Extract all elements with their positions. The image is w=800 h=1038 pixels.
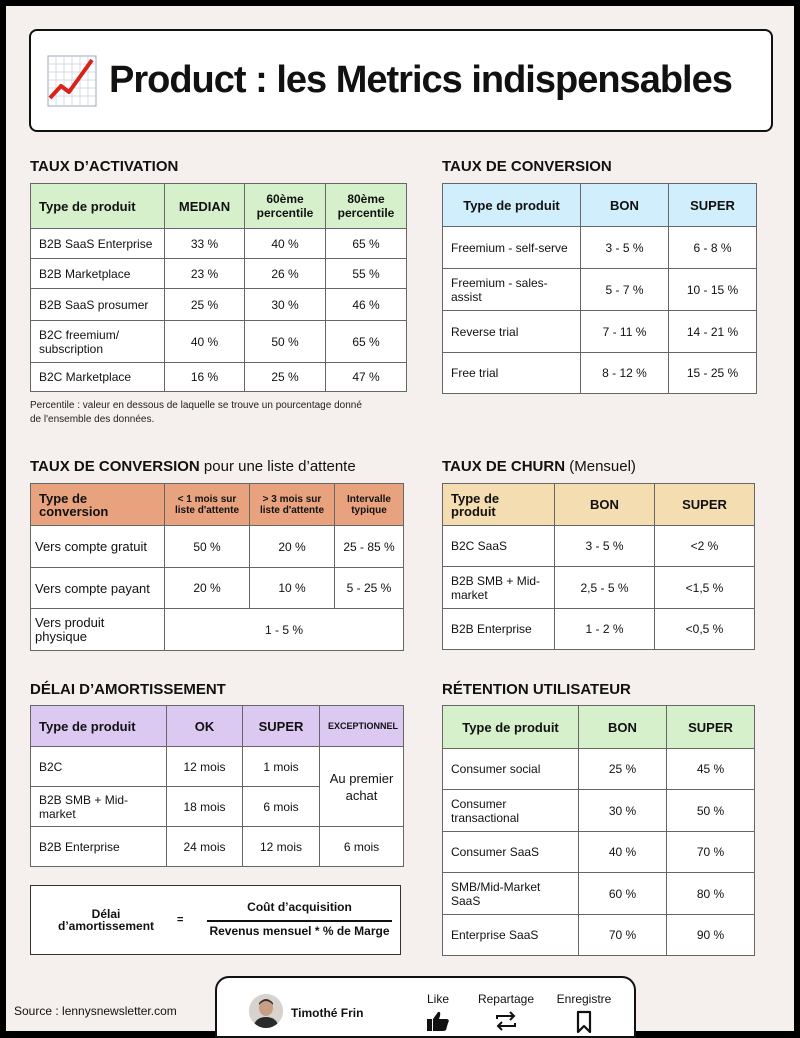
- save-label: Enregistre: [556, 992, 612, 1006]
- row-label: B2B Enterprise: [443, 609, 555, 650]
- like-button[interactable]: [425, 992, 451, 1032]
- table-cell: <0,5 %: [655, 609, 755, 650]
- table-cell: 18 mois: [167, 787, 243, 827]
- formula-denominator: Revenus mensuel * % de Marge: [209, 924, 390, 938]
- table-row: [443, 832, 755, 873]
- conversion-table: [442, 183, 757, 394]
- table-row: [443, 915, 755, 956]
- table-cell: 8 - 12 %: [581, 353, 669, 394]
- table-cell: 50 %: [667, 790, 755, 832]
- table-row: [443, 353, 757, 394]
- table-row: [443, 526, 755, 567]
- row-label: B2C SaaS: [443, 526, 555, 567]
- fraction-bar: [207, 920, 392, 922]
- table-cell: 25 - 85 %: [335, 526, 404, 568]
- retention-title: RÉTENTION UTILISATEUR: [442, 681, 631, 698]
- waitlist-title-main: TAUX DE CONVERSION: [30, 458, 200, 475]
- table-cell: 40 %: [245, 229, 326, 259]
- row-label: Consumer transactional: [443, 790, 579, 832]
- table-cell: 33 %: [165, 229, 245, 259]
- table-cell: 30 %: [245, 289, 326, 321]
- table-cell: 5 - 25 %: [335, 568, 404, 609]
- table-header-row: [443, 184, 757, 227]
- thumbs-up-icon: [425, 1010, 451, 1032]
- churn-title-main: TAUX DE CHURN: [442, 458, 566, 475]
- churn-title: [442, 458, 636, 475]
- table-cell: 65 %: [326, 229, 407, 259]
- formula-lhs: Délai d’amortissement: [57, 907, 155, 933]
- table-cell: 12 mois: [243, 827, 320, 867]
- table-cell: 12 mois: [167, 747, 243, 787]
- table-cell: 1 mois: [243, 747, 320, 787]
- table-row: [31, 568, 404, 609]
- table-row: [443, 311, 757, 353]
- table-cell: 70 %: [579, 915, 667, 956]
- table-cell: 24 mois: [167, 827, 243, 867]
- row-label: B2B Marketplace: [31, 259, 165, 289]
- table-cell: 14 - 21 %: [669, 311, 757, 353]
- row-label: Enterprise SaaS: [443, 915, 579, 956]
- waitlist-title-sub: pour une liste d’attente: [203, 458, 356, 475]
- table-cell: 70 %: [667, 832, 755, 873]
- row-label: Vers compte payant: [31, 568, 165, 609]
- table-row: [31, 526, 404, 568]
- table-cell: 3 - 5 %: [581, 227, 669, 269]
- column-header: SUPER: [667, 706, 755, 749]
- table-cell: 47 %: [326, 363, 407, 392]
- title-card: [29, 29, 773, 132]
- merged-cell: 1 - 5 %: [165, 609, 404, 651]
- table-cell: 20 %: [165, 568, 250, 609]
- table-row: [443, 567, 755, 609]
- table-cell: 6 - 8 %: [669, 227, 757, 269]
- table-row: [31, 321, 407, 363]
- table-row: [31, 289, 407, 321]
- note-line: de l'ensemble des données.: [30, 414, 155, 425]
- table-row: [443, 227, 757, 269]
- table-cell: 23 %: [165, 259, 245, 289]
- row-label: B2B SaaS prosumer: [31, 289, 165, 321]
- row-label: Consumer social: [443, 749, 579, 790]
- share-label: Repartage: [477, 992, 535, 1006]
- table-cell: 90 %: [667, 915, 755, 956]
- column-header: Type de produit: [443, 706, 579, 749]
- column-header: EXCEPTIONNEL: [320, 706, 404, 747]
- table-cell: 40 %: [579, 832, 667, 873]
- row-label: Vers compte gratuit: [31, 526, 165, 568]
- table-cell: 15 - 25 %: [669, 353, 757, 394]
- table-header-row: [443, 484, 755, 526]
- column-header: Intervalle typique: [335, 484, 404, 526]
- waitlist-table: [30, 483, 404, 651]
- table-cell: 25 %: [165, 289, 245, 321]
- table-cell: 6 mois: [320, 827, 404, 867]
- waitlist-title: [30, 458, 356, 475]
- table-row: [443, 609, 755, 650]
- column-header: < 1 mois sur liste d'attente: [165, 484, 250, 526]
- row-label: Reverse trial: [443, 311, 581, 353]
- table-cell: 26 %: [245, 259, 326, 289]
- table-cell: 25 %: [579, 749, 667, 790]
- table-cell: 40 %: [165, 321, 245, 363]
- share-button[interactable]: [471, 992, 541, 1032]
- table-cell: 3 - 5 %: [555, 526, 655, 567]
- row-label: Freemium - sales-assist: [443, 269, 581, 311]
- table-row: [31, 609, 404, 651]
- column-header: Type de produit: [443, 184, 581, 227]
- row-label: B2B SaaS Enterprise: [31, 229, 165, 259]
- payback-formula: [30, 885, 401, 955]
- table-header-row: [31, 184, 407, 229]
- table-cell: 10 - 15 %: [669, 269, 757, 311]
- page-title: Product : les Metrics indispensables: [109, 59, 732, 101]
- column-header: SUPER: [655, 484, 755, 526]
- table-cell: 16 %: [165, 363, 245, 392]
- column-header: 60ème percentile: [245, 184, 326, 229]
- column-header: Type de produit: [443, 484, 555, 526]
- author-card: [215, 976, 636, 1038]
- table-cell: 25 %: [245, 363, 326, 392]
- row-label: Free trial: [443, 353, 581, 394]
- table-cell: 80 %: [667, 873, 755, 915]
- column-header: BON: [579, 706, 667, 749]
- like-label: Like: [426, 992, 449, 1006]
- row-label: B2B SMB + Mid-market: [31, 787, 167, 827]
- table-header-row: [31, 484, 404, 526]
- table-cell: <1,5 %: [655, 567, 755, 609]
- percentile-note: [30, 399, 410, 427]
- chart-increasing-icon: [45, 52, 99, 110]
- merged-cell: Au premier achat: [320, 747, 404, 827]
- table-row: [31, 229, 407, 259]
- table-row: [443, 790, 755, 832]
- column-header: BON: [555, 484, 655, 526]
- payback-title: DÉLAI D’AMORTISSEMENT: [30, 681, 226, 698]
- column-header: Type de produit: [31, 184, 165, 229]
- table-cell: 2,5 - 5 %: [555, 567, 655, 609]
- table-header-row: [443, 706, 755, 749]
- table-cell: 1 - 2 %: [555, 609, 655, 650]
- table-cell: 50 %: [165, 526, 250, 568]
- table-row: [31, 259, 407, 289]
- bookmark-icon: [575, 1010, 593, 1034]
- column-header: > 3 mois sur liste d'attente: [250, 484, 335, 526]
- table-cell: 65 %: [326, 321, 407, 363]
- column-header: BON: [581, 184, 669, 227]
- row-label: B2C: [31, 747, 167, 787]
- churn-table: [442, 483, 755, 650]
- table-cell: 50 %: [245, 321, 326, 363]
- table-row: [31, 363, 407, 392]
- table-cell: 5 - 7 %: [581, 269, 669, 311]
- row-label: Freemium - self-serve: [443, 227, 581, 269]
- avatar[interactable]: [249, 994, 283, 1028]
- row-label: B2B SMB + Mid-market: [443, 567, 555, 609]
- activation-table: [30, 183, 407, 392]
- column-header: SUPER: [243, 706, 320, 747]
- formula-equals: =: [177, 914, 184, 926]
- note-line: Percentile : valeur en dessous de laquelle se trouve un pourcentage donné: [30, 400, 362, 411]
- conversion-title: TAUX DE CONVERSION: [442, 158, 612, 175]
- row-label: B2C freemium/ subscription: [31, 321, 165, 363]
- repost-icon: [494, 1010, 518, 1032]
- table-cell: <2 %: [655, 526, 755, 567]
- table-row: [443, 749, 755, 790]
- save-button[interactable]: [548, 992, 620, 1034]
- table-row: [31, 827, 404, 867]
- column-header: OK: [167, 706, 243, 747]
- table-cell: 20 %: [250, 526, 335, 568]
- formula-numerator: Coût d’acquisition: [247, 900, 352, 914]
- table-row: [443, 873, 755, 915]
- row-label: B2B Enterprise: [31, 827, 167, 867]
- column-header: SUPER: [669, 184, 757, 227]
- column-header: MEDIAN: [165, 184, 245, 229]
- table-cell: 10 %: [250, 568, 335, 609]
- table-header-row: [31, 706, 404, 747]
- column-header: 80ème percentile: [326, 184, 407, 229]
- source-credit: Source : lennysnewsletter.com: [14, 1004, 177, 1018]
- table-cell: 6 mois: [243, 787, 320, 827]
- table-cell: 7 - 11 %: [581, 311, 669, 353]
- activation-title: TAUX D’ACTIVATION: [30, 158, 179, 175]
- table-row: [443, 269, 757, 311]
- table-cell: 30 %: [579, 790, 667, 832]
- page: [6, 6, 794, 1031]
- row-label: Consumer SaaS: [443, 832, 579, 873]
- retention-table: [442, 705, 755, 956]
- row-label: B2C Marketplace: [31, 363, 165, 392]
- table-cell: 60 %: [579, 873, 667, 915]
- payback-table: [30, 705, 404, 867]
- table-cell: 46 %: [326, 289, 407, 321]
- author-name: Timothé Frin: [291, 1006, 364, 1020]
- column-header: Type de produit: [31, 706, 167, 747]
- churn-title-sub: (Mensuel): [569, 458, 636, 475]
- row-label: SMB/Mid-Market SaaS: [443, 873, 579, 915]
- table-cell: 55 %: [326, 259, 407, 289]
- table-row: [31, 747, 404, 787]
- column-header: Type de conversion: [31, 484, 165, 526]
- row-label: Vers produit physique: [31, 609, 165, 651]
- table-cell: 45 %: [667, 749, 755, 790]
